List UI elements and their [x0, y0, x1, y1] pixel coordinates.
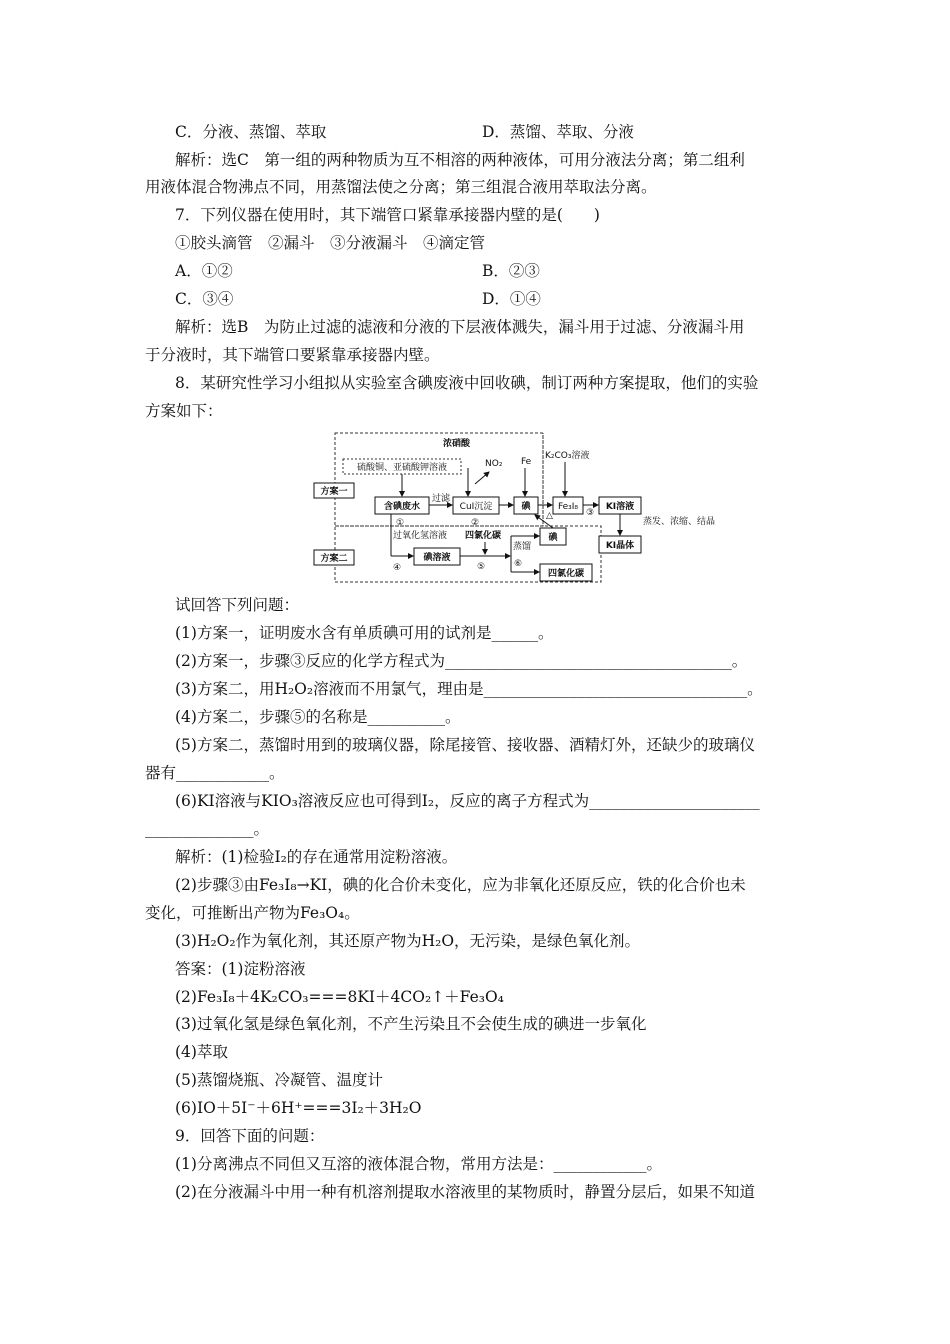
ki-solution-box: KI溶液	[605, 502, 635, 512]
plan2-label: 方案二	[320, 554, 348, 564]
h2o2-label: 过氧化氢溶液	[393, 531, 448, 541]
q8-answer5: (5)蒸馏烧瓶、冷凝管、温度计	[175, 1071, 383, 1089]
no2-label: NO₂	[485, 459, 503, 469]
q8-analysis3: (3)H₂O₂作为氧化剂，其还原产物为H₂O，无污染，是绿色氧化剂。	[175, 932, 641, 950]
q8-part6-line1: (6)KI溶液与KIO₃溶液反应也可得到I₂，反应的离子方程式为______________________	[175, 792, 760, 810]
q9-stem: 9．回答下面的问题：	[175, 1127, 325, 1145]
q8-part1: (1)方案一，证明废水含有单质碘可用的试剂是______。	[175, 624, 554, 642]
conc-nitric-label: 浓硝酸	[443, 439, 471, 449]
q8-part6-line2: ______________。	[145, 820, 270, 838]
q7-option-c: C．③④	[175, 290, 234, 308]
step2-label: ②	[471, 518, 480, 528]
q8-stem-line2: 方案如下：	[145, 402, 223, 420]
step1-label: ①	[396, 518, 405, 528]
q8-answer4: (4)萃取	[175, 1043, 228, 1061]
q8-part3: (3)方案二，用H₂O₂溶液而不用氯气，理由是__________________________________。	[175, 680, 763, 698]
q7-option-d: D．①④	[482, 290, 541, 308]
q6-analysis-line1: 解析：选C 第一组的两种物质为互不相溶的两种液体，可用分液法分离；第二组利	[175, 151, 745, 169]
q7-analysis-line1: 解析：选B 为防止过滤的滤液和分液的下层液体溅失，漏斗用于过滤、分液漏斗用	[175, 318, 745, 336]
q8-part4: (4)方案二，步骤⑤的名称是__________。	[175, 708, 461, 726]
k2co3-label: K₂CO₃溶液	[545, 451, 590, 461]
q6-option-d: D．蒸馏、萃取、分液	[482, 123, 634, 141]
q8-answer1: 答案：(1)淀粉溶液	[175, 960, 306, 978]
q8-analysis2-line2: 变化，可推断出产物为Fe₃O₄。	[145, 904, 360, 922]
q8-answer2: (2)Fe₃I₈＋4K₂CO₃===8KI＋4CO₂↑＋Fe₃O₄	[175, 988, 504, 1006]
q7-stem: 7．下列仪器在使用时，其下端管口紧靠承接器内壁的是( )	[175, 206, 600, 224]
cui-box: CuI沉淀	[459, 502, 493, 512]
q7-option-b: B．②③	[482, 262, 540, 280]
step4-label: ④	[393, 563, 402, 573]
step5-label: ⑤	[477, 562, 486, 572]
q8-answer3: (3)过氧化氢是绿色氧化剂，不产生污染且不会使生成的碘进一步氧化	[175, 1015, 647, 1033]
fe-label: Fe	[521, 457, 532, 467]
plan1-region	[335, 433, 543, 526]
q8-analysis2-line1: (2)步骤③由Fe₃I₈→KI，碘的化合价未变化，应为非氧化还原反应，铁的化合价也未	[175, 876, 746, 894]
q8-stem-line1: 8．某研究性学习小组拟从实验室含碘废液中回收碘，制订两种方案提取，他们的实验	[175, 374, 759, 392]
q8-part2: (2)方案一，步骤③反应的化学方程式为_____________________________________。	[175, 652, 748, 670]
experiment-flow-diagram	[313, 432, 716, 584]
q8-analysis1: 解析：(1)检验I₂的存在通常用淀粉溶液。	[175, 848, 458, 866]
q6-option-c: C．分液、蒸馏、萃取	[175, 123, 327, 141]
heat-label: △	[546, 511, 553, 521]
waste-water-box: 含碘废水	[383, 502, 421, 512]
q9-part2: (2)在分液漏斗中用一种有机溶剂提取水溶液里的某物质时，静置分层后，如果不知道	[175, 1183, 755, 1201]
fe3i8-box: Fe₃I₈	[557, 502, 579, 512]
iodine-box-1: 碘	[521, 502, 531, 512]
q8-answer6: (6)IO＋5I⁻＋6H⁺===3I₂＋3H₂O	[175, 1099, 422, 1117]
q6-analysis-line2: 用液体混合物沸点不同，用蒸馏法使之分离；第三组混合液用萃取法分离。	[145, 178, 657, 196]
q7-items: ①胶头滴管 ②漏斗 ③分液漏斗 ④滴定管	[175, 234, 486, 252]
q7-analysis-line2: 于分液时，其下端管口要紧靠承接器内壁。	[145, 346, 440, 364]
q7-option-a: A．①②	[175, 262, 233, 280]
ccl4-box: 四氯化碳	[547, 569, 585, 579]
iodine-box-2: 碘	[548, 533, 558, 543]
iodine-solution-box: 碘溶液	[423, 553, 451, 563]
q8-prompt: 试回答下列问题：	[175, 596, 300, 614]
ccl4-reagent-label: 四氯化碳	[465, 531, 502, 541]
plan1-label: 方案一	[320, 487, 348, 497]
step3-label: ③	[586, 508, 595, 518]
q8-part5-line1: (5)方案二，蒸馏时用到的玻璃仪器，除尾接管、接收器、酒精灯外，还缺少的玻璃仪	[175, 736, 755, 754]
q8-part5-line2: 器有____________。	[145, 764, 285, 782]
step6-label: ⑥	[514, 559, 523, 569]
distill-label: 蒸馏	[513, 542, 532, 552]
ki-crystal-box: KI晶体	[605, 541, 635, 551]
reagent-label: 硫酸铜、亚硫酸钾溶液	[356, 463, 448, 473]
filter-label: 过滤	[432, 494, 451, 504]
q9-part1: (1)分离沸点不同但又互溶的液体混合物，常用方法是：____________。	[175, 1155, 662, 1173]
evaporation-label: 蒸发、浓缩、结晶	[643, 517, 716, 527]
